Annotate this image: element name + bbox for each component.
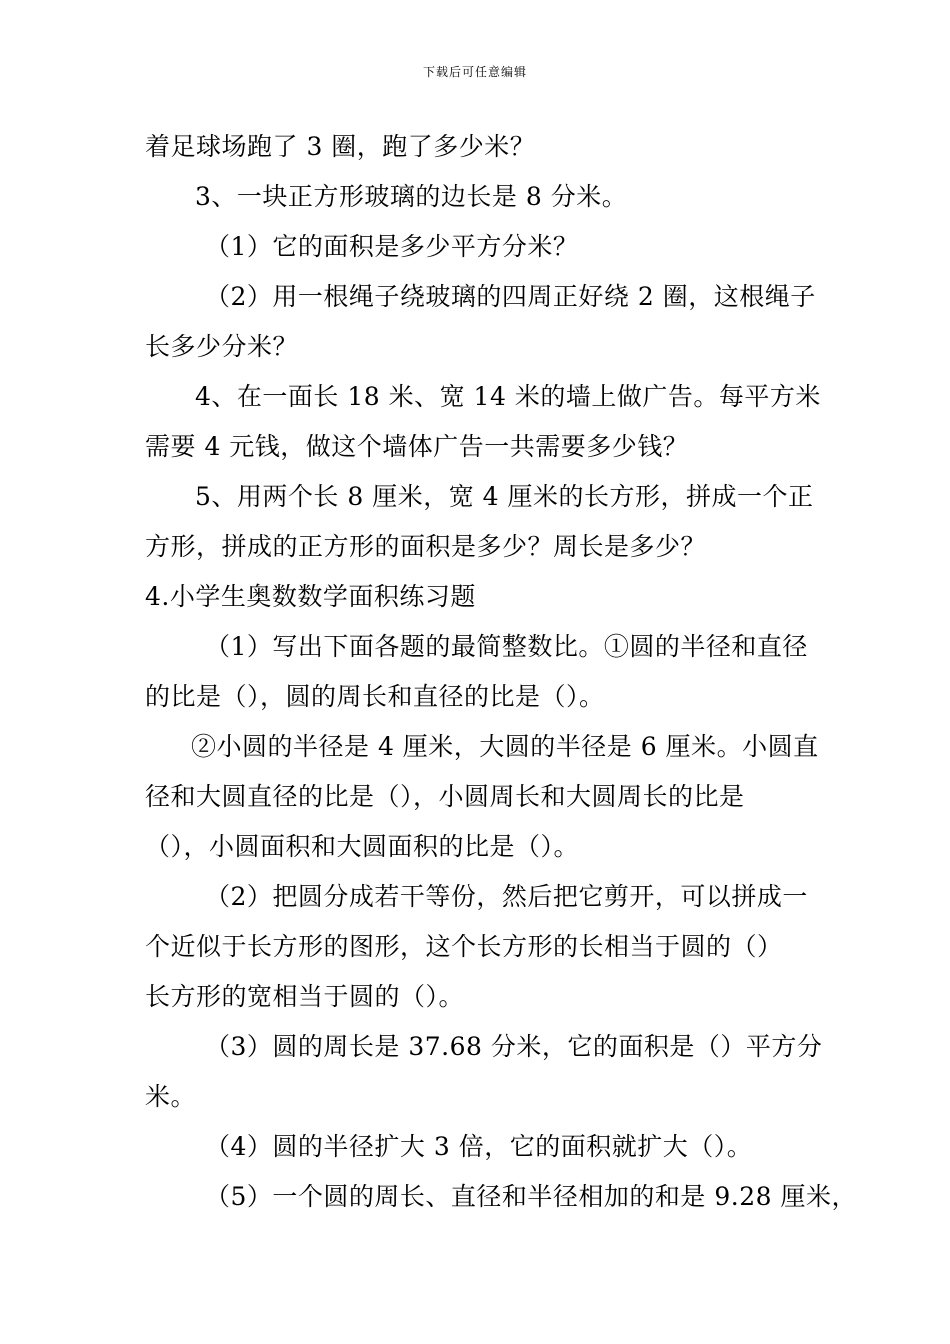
question-3-part-2: （2）用一根绳子绕玻璃的四周正好绕 2 圈，这根绳子 (205, 282, 816, 311)
item-3: （3）圆的周长是 37.68 分米，它的面积是（）平方分 (205, 1032, 823, 1061)
text-line: 个近似于长方形的图形，这个长方形的长相当于圆的（） (145, 932, 783, 961)
text-line: 需要 4 元钱，做这个墙体广告一共需要多少钱？ (145, 432, 689, 461)
text-line: 米。 (145, 1082, 197, 1111)
section-heading: 4.小学生奥数数学面积练习题 (145, 582, 476, 611)
text-line: 的比是（），圆的周长和直径的比是（）。 (145, 682, 605, 711)
document-body (145, 122, 857, 1222)
text-line: 着足球场跑了 3 圈，跑了多少米？ (145, 132, 536, 161)
question-3: 3、一块正方形玻璃的边长是 8 分米。 (195, 182, 628, 211)
text-line: 长方形的宽相当于圆的（）。 (145, 982, 465, 1011)
text-line: 方形，拼成的正方形的面积是多少？周长是多少？ (145, 532, 707, 561)
item-1: （1）写出下面各题的最简整数比。①圆的半径和直径 (205, 632, 808, 661)
item-4: （4）圆的半径扩大 3 倍，它的面积就扩大（）。 (205, 1132, 753, 1161)
question-5: 5、用两个长 8 厘米，宽 4 厘米的长方形，拼成一个正 (195, 482, 814, 511)
item-2: （2）把圆分成若干等份，然后把它剪开，可以拼成一 (205, 882, 808, 911)
text-line: （），小圆面积和大圆面积的比是（）。 (145, 832, 580, 861)
page-header: 下载后可任意编辑 (422, 65, 527, 79)
text-line: 长多少分米？ (145, 332, 299, 361)
question-4: 4、在一面长 18 米、宽 14 米的墙上做广告。每平方米 (195, 382, 821, 411)
item-5: （5）一个圆的周长、直径和半径相加的和是 9.28 厘米， (205, 1182, 857, 1211)
item-1-sub-2: ②小圆的半径是 4 厘米，大圆的半径是 6 厘米。小圆直 (191, 732, 819, 761)
text-line: 径和大圆直径的比是（），小圆周长和大圆周长的比是 (145, 782, 745, 811)
question-3-part-1: （1）它的面积是多少平方分米？ (205, 232, 579, 261)
